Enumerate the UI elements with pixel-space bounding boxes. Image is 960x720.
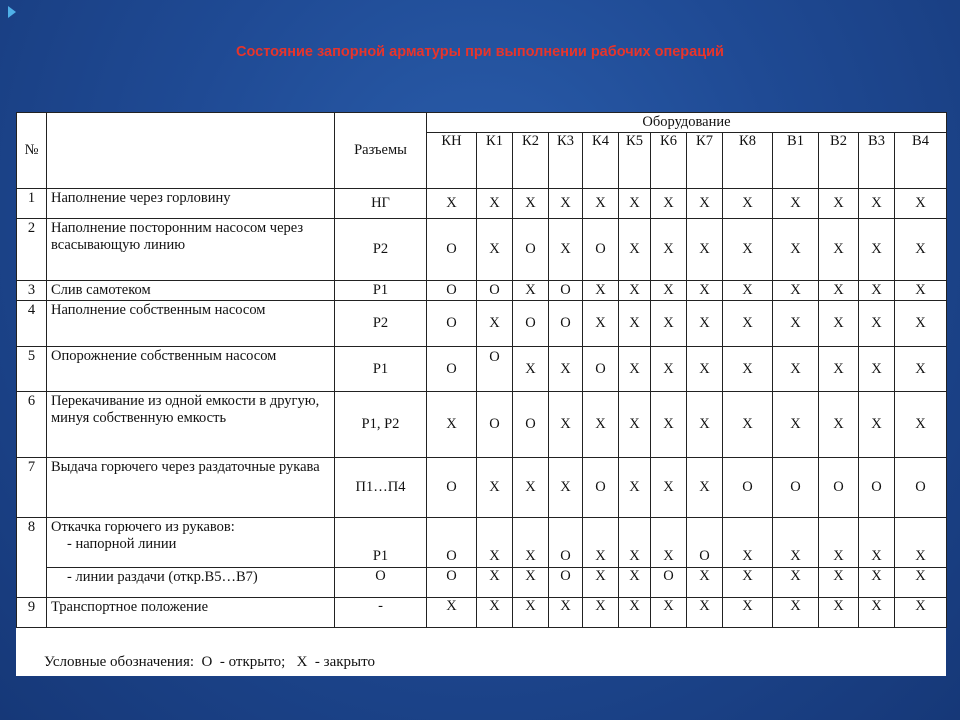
table-row	[17, 598, 947, 628]
table-row	[17, 392, 947, 458]
valve-state-cell: Х	[773, 347, 819, 392]
valve-state-cell: О	[549, 281, 583, 301]
valve-state-cell: Х	[583, 301, 619, 347]
table-row	[17, 301, 947, 347]
valve-state-cell: Х	[819, 598, 859, 628]
valve-state-cell: Х	[583, 518, 619, 568]
valve-state-cell: Х	[619, 281, 651, 301]
valve-state-cell: Х	[773, 301, 819, 347]
valve-state-cell: Х	[549, 458, 583, 518]
valve-state-cell: Х	[583, 281, 619, 301]
valve-state-cell: Х	[895, 598, 947, 628]
row-connector: НГ	[335, 189, 427, 219]
valve-state-cell	[477, 347, 513, 392]
row-number: 1	[17, 189, 47, 219]
valve-state-cell: Х	[687, 189, 723, 219]
valve-state-cell: Х	[773, 568, 819, 598]
row-number: 9	[17, 598, 47, 628]
header-equipment: К2	[513, 133, 549, 189]
valve-state-cell: Х	[687, 598, 723, 628]
table-row	[17, 219, 947, 281]
row-number: 6	[17, 392, 47, 458]
valve-state-cell: Х	[819, 518, 859, 568]
valve-state-cell: Х	[477, 598, 513, 628]
row-connector: Р1	[335, 347, 427, 392]
valve-state-cell: Х	[723, 301, 773, 347]
valve-state-cell: Х	[895, 301, 947, 347]
valve-state-cell: О	[723, 458, 773, 518]
valve-state-cell: О	[773, 458, 819, 518]
valve-state-cell: Х	[477, 518, 513, 568]
table-row	[17, 347, 947, 392]
valve-state-cell: О	[819, 458, 859, 518]
valve-state-cell: Х	[651, 598, 687, 628]
row-operation-title: Откачка горючего из рукавов:	[51, 519, 235, 535]
row-operation: Наполнение собственным насосом	[47, 301, 335, 347]
valve-state-cell: Х	[895, 347, 947, 392]
header-equipment: К8	[723, 133, 773, 189]
valve-state-cell: Х	[819, 189, 859, 219]
row-number: 7	[17, 458, 47, 518]
valve-state-cell: Х	[819, 219, 859, 281]
valve-state-cell: Х	[513, 189, 549, 219]
valve-state-cell: Х	[723, 518, 773, 568]
valve-state-cell: Х	[723, 598, 773, 628]
header-operation	[47, 113, 335, 189]
header-equipment: К1	[477, 133, 513, 189]
valve-state-cell: О	[427, 458, 477, 518]
valve-state-cell: О	[549, 518, 583, 568]
valve-state-cell: Х	[859, 347, 895, 392]
valve-state-cell: О	[583, 219, 619, 281]
table-row	[17, 518, 947, 568]
row-connector: Р1, Р2	[335, 392, 427, 458]
valve-state-cell: О	[427, 347, 477, 392]
header-equipment: КН	[427, 133, 477, 189]
valve-state-cell: Х	[549, 219, 583, 281]
valve-state-cell: Х	[859, 281, 895, 301]
valve-state-cell: Х	[549, 347, 583, 392]
valve-state-cell: Х	[687, 458, 723, 518]
valve-state-cell: О	[895, 458, 947, 518]
header-equipment: В2	[819, 133, 859, 189]
header-equipment: К6	[651, 133, 687, 189]
valve-state-cell: Х	[651, 301, 687, 347]
valve-state-cell: Х	[895, 518, 947, 568]
header-equipment: В3	[859, 133, 895, 189]
valve-state-cell: Х	[513, 518, 549, 568]
row-operation: Слив самотеком	[47, 281, 335, 301]
valve-state-cell: Х	[651, 219, 687, 281]
row-operation: Наполнение посторонним насосом через всасывающую линию	[47, 219, 335, 281]
valve-state-cell: Х	[687, 301, 723, 347]
valve-state-cell: Х	[895, 392, 947, 458]
header-equipment: В4	[895, 133, 947, 189]
valve-state-cell: Х	[895, 219, 947, 281]
valve-state-cell: Х	[583, 392, 619, 458]
valve-state-cell: Х	[549, 392, 583, 458]
valve-state-cell: О	[513, 392, 549, 458]
header-equipment: К3	[549, 133, 583, 189]
row-connector: Р2	[335, 219, 427, 281]
row-suboperation: - линии раздачи (откр.В5…В7)	[67, 569, 258, 585]
valve-state-cell: О	[477, 281, 513, 301]
valve-state-cell: Х	[513, 458, 549, 518]
row-connector: П1…П4	[335, 458, 427, 518]
valve-state-cell: О	[583, 458, 619, 518]
valve-state-cell: Х	[513, 568, 549, 598]
valve-state-cell: Х	[427, 189, 477, 219]
valve-state-cell: Х	[819, 392, 859, 458]
valve-state-cell: Х	[619, 219, 651, 281]
valve-state-cell: Х	[651, 518, 687, 568]
row-suboperation: - напорной линии	[67, 536, 177, 552]
valve-state-cell: О	[687, 518, 723, 568]
valve-state-cell: О	[859, 458, 895, 518]
table-row	[17, 458, 947, 518]
valve-state-cell: Х	[513, 347, 549, 392]
slide-bullet-icon	[8, 6, 16, 18]
header-equipment-group: Оборудование	[427, 113, 947, 133]
header-number: №	[17, 113, 47, 189]
valve-state-cell: Х	[859, 518, 895, 568]
row-operation: Перекачивание из одной емкости в другую, минуя собственную емкость	[47, 392, 335, 458]
valve-state-cell: О	[427, 568, 477, 598]
valve-state-cell: Х	[687, 347, 723, 392]
valve-state-cell: Х	[819, 301, 859, 347]
table-row	[17, 189, 947, 219]
row-number: 2	[17, 219, 47, 281]
valve-state-cell: Х	[859, 189, 895, 219]
valve-state-cell: Х	[477, 568, 513, 598]
valve-state-cell: Х	[651, 281, 687, 301]
legend-note: Условные обозначения: О - открыто; Х - закрыто	[44, 654, 375, 670]
header-connectors: Разъемы	[335, 113, 427, 189]
row-connector: Р2	[335, 301, 427, 347]
valve-state-cell: Х	[723, 347, 773, 392]
row-operation: Транспортное положение	[47, 598, 335, 628]
valve-state-cell: Х	[859, 392, 895, 458]
row-connector: О	[335, 568, 427, 598]
valve-state-cell: Х	[619, 392, 651, 458]
valve-state-cell: Х	[723, 281, 773, 301]
valve-state-cell: Х	[895, 189, 947, 219]
valve-state-cell: Х	[583, 189, 619, 219]
valve-state-cell: О	[427, 518, 477, 568]
valve-state-cell: Х	[651, 392, 687, 458]
row-connector: Р1	[335, 281, 427, 301]
valve-state-cell: Х	[819, 347, 859, 392]
valve-state-sheet	[16, 112, 946, 676]
valve-state-cell: Х	[477, 219, 513, 281]
valve-state-cell: Х	[819, 568, 859, 598]
row-operation	[47, 518, 335, 568]
table-header	[17, 113, 947, 189]
valve-state-cell: О	[513, 301, 549, 347]
row-operation: Выдача горючего через раздаточные рукава	[47, 458, 335, 518]
valve-state-cell: Х	[895, 281, 947, 301]
header-equipment: В1	[773, 133, 819, 189]
valve-state-cell: Х	[549, 598, 583, 628]
valve-state-cell: Х	[723, 189, 773, 219]
valve-state-cell: Х	[477, 189, 513, 219]
valve-state-cell: Х	[773, 219, 819, 281]
valve-state-cell: Х	[723, 568, 773, 598]
row-connector: -	[335, 598, 427, 628]
valve-state-cell: О	[427, 281, 477, 301]
slide-title: Состояние запорной арматуры при выполнении рабочих операций	[236, 44, 724, 60]
row-operation	[47, 568, 335, 598]
table-row	[17, 281, 947, 301]
valve-state-cell: Х	[773, 518, 819, 568]
valve-state-cell: Х	[477, 458, 513, 518]
row-number: 3	[17, 281, 47, 301]
header-equipment: К4	[583, 133, 619, 189]
valve-state-raised: О	[489, 348, 500, 365]
header-equipment: К5	[619, 133, 651, 189]
valve-state-cell: О	[427, 301, 477, 347]
valve-state-cell: Х	[859, 598, 895, 628]
valve-state-cell: Х	[687, 392, 723, 458]
valve-state-cell: Х	[619, 301, 651, 347]
valve-state-cell: Х	[859, 219, 895, 281]
valve-state-cell: Х	[687, 281, 723, 301]
header-equipment: К7	[687, 133, 723, 189]
valve-state-cell: Х	[583, 598, 619, 628]
row-number: 5	[17, 347, 47, 392]
valve-state-cell: О	[427, 219, 477, 281]
table-row	[17, 568, 947, 598]
valve-state-cell: О	[549, 568, 583, 598]
row-number: 4	[17, 301, 47, 347]
valve-state-cell: Х	[687, 568, 723, 598]
valve-state-cell: Х	[513, 281, 549, 301]
valve-state-cell: Х	[723, 392, 773, 458]
valve-state-cell: Х	[773, 598, 819, 628]
valve-state-cell: Х	[619, 518, 651, 568]
row-operation: Наполнение через горловину	[47, 189, 335, 219]
valve-state-cell: Х	[619, 598, 651, 628]
valve-state-cell: Х	[773, 281, 819, 301]
valve-state-cell: Х	[583, 568, 619, 598]
valve-state-cell: Х	[859, 568, 895, 598]
valve-state-cell: Х	[819, 281, 859, 301]
valve-state-cell: Х	[619, 568, 651, 598]
valve-state-cell: Х	[651, 458, 687, 518]
valve-state-cell: О	[513, 219, 549, 281]
valve-state-cell: Х	[651, 189, 687, 219]
valve-state-cell: Х	[687, 219, 723, 281]
valve-state-cell: Х	[619, 347, 651, 392]
valve-state-cell: Х	[513, 598, 549, 628]
valve-state-cell: Х	[651, 347, 687, 392]
valve-state-cell: Х	[723, 219, 773, 281]
row-number: 8	[17, 518, 47, 598]
valve-state-cell: Х	[773, 392, 819, 458]
valve-state-cell: Х	[427, 598, 477, 628]
valve-state-cell: Х	[895, 568, 947, 598]
valve-state-cell: Х	[859, 301, 895, 347]
valve-state-cell: Х	[427, 392, 477, 458]
valve-state-cell: Х	[477, 301, 513, 347]
valve-state-cell: Х	[619, 458, 651, 518]
valve-state-cell: О	[477, 392, 513, 458]
valve-state-cell: Х	[773, 189, 819, 219]
row-connector: Р1	[335, 518, 427, 568]
valve-state-cell: О	[549, 301, 583, 347]
valve-state-cell: Х	[549, 189, 583, 219]
valve-state-table	[16, 112, 947, 628]
valve-state-cell: О	[583, 347, 619, 392]
row-operation: Опорожнение собственным насосом	[47, 347, 335, 392]
valve-state-cell: Х	[619, 189, 651, 219]
valve-state-cell: О	[651, 568, 687, 598]
